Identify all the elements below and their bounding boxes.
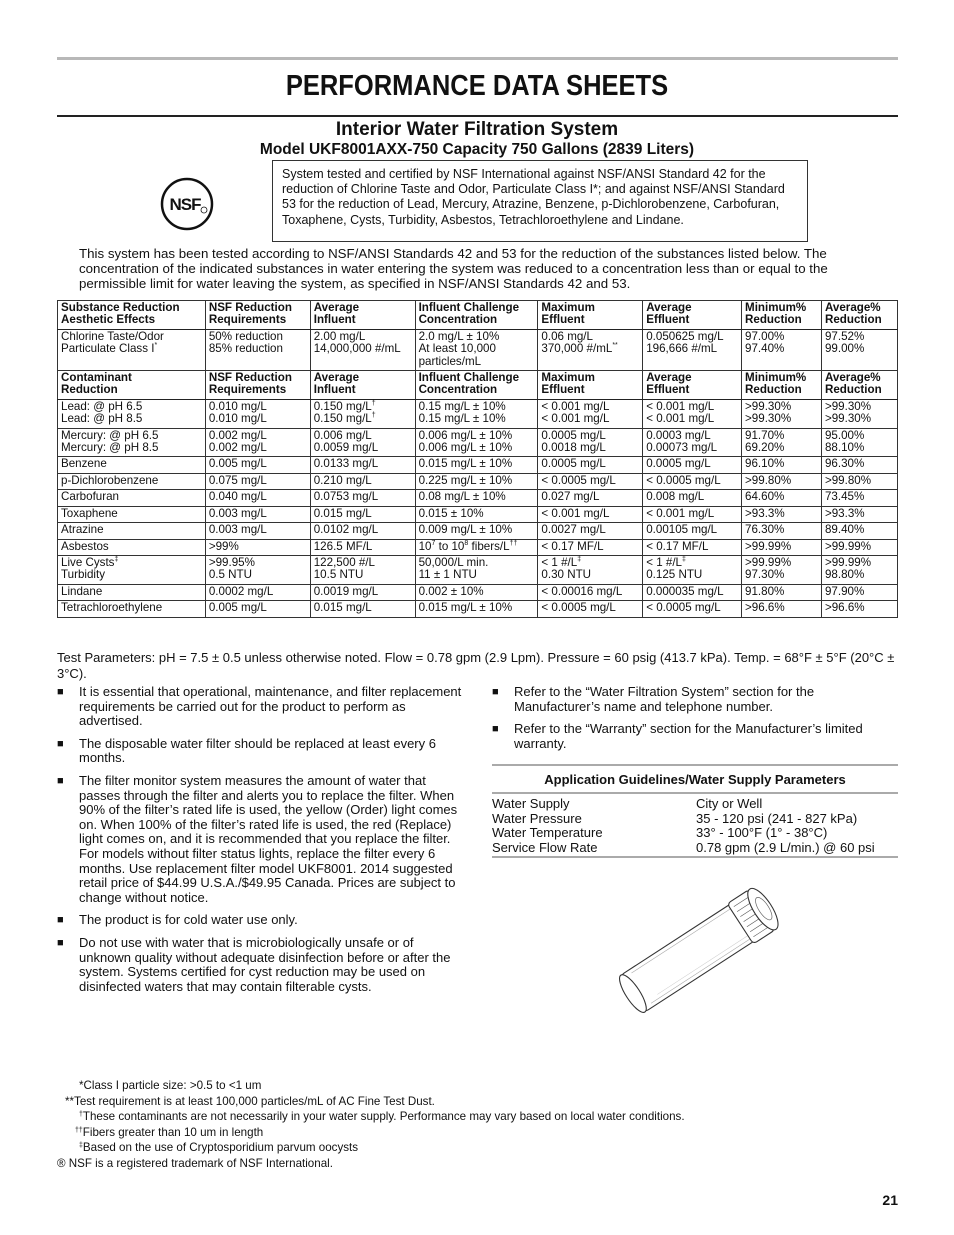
performance-table bbox=[57, 300, 898, 618]
table-cell: 95.00% 88.10% bbox=[821, 428, 897, 457]
table-cell: 0.005 mg/L bbox=[205, 601, 310, 617]
table-cell: 50% reduction 85% reduction bbox=[205, 329, 310, 370]
test-parameters: Test Parameters: pH = 7.5 ± 0.5 unless otherwise noted. Flow = 0.78 gpm (2.9 Lpm). Pressure = 60 psig (413.7 kPa). Temp. = 68°F ± 5°F (20°C ± 3°C). bbox=[57, 650, 895, 681]
table-cell: Toxaphene bbox=[58, 506, 206, 522]
table-header-row bbox=[58, 371, 898, 400]
table-cell: 0.150 mg/L† 0.150 mg/L† bbox=[310, 399, 415, 428]
table-cell: 0.08 mg/L ± 10% bbox=[415, 490, 538, 506]
table-cell: >99.30% >99.30% bbox=[821, 399, 897, 428]
list-item: ■ Refer to the “Warranty” section for the Manufacturer’s limited warranty. bbox=[492, 722, 898, 751]
table-cell: < 0.0005 mg/L bbox=[538, 601, 643, 617]
table-cell: 0.040 mg/L bbox=[205, 490, 310, 506]
table-cell: >99.30% >99.30% bbox=[742, 399, 822, 428]
table-cell: Contaminant Reduction bbox=[58, 371, 206, 400]
table-cell: >96.6% bbox=[742, 601, 822, 617]
table-cell: 0.0005 mg/L bbox=[643, 457, 742, 473]
table-cell: 0.000035 mg/L bbox=[643, 584, 742, 600]
guidelines-bottom-rule bbox=[492, 856, 898, 858]
table-cell: 97.90% bbox=[821, 584, 897, 600]
footnote: *Class I particle size: >0.5 to <1 um bbox=[79, 1079, 262, 1092]
table-cell: Live Cysts‡ Turbidity bbox=[58, 555, 206, 584]
list-item: ■ The disposable water filter should be replaced at least every 6 months. bbox=[57, 737, 463, 766]
table-cell: >99.80% bbox=[742, 473, 822, 489]
table-row bbox=[58, 399, 898, 428]
table-cell: Maximum Effluent bbox=[538, 371, 643, 400]
table-cell: Average% Reduction bbox=[821, 371, 897, 400]
table-cell: Average Effluent bbox=[643, 301, 742, 330]
bullet-list-left bbox=[57, 685, 463, 1002]
guidelines-table bbox=[492, 797, 898, 855]
guidelines-cell: 0.78 gpm (2.9 L/min.) @ 60 psi bbox=[696, 839, 875, 855]
table-cell: Minimum% Reduction bbox=[742, 371, 822, 400]
table-row bbox=[58, 329, 898, 370]
table-cell: Substance Reduction Aesthetic Effects bbox=[58, 301, 206, 330]
table-cell: 0.009 mg/L ± 10% bbox=[415, 523, 538, 539]
table-cell: < 0.17 MF/L bbox=[538, 539, 643, 555]
table-cell: 73.45% bbox=[821, 490, 897, 506]
bullet-list-right bbox=[492, 685, 898, 759]
table-cell: 0.0027 mg/L bbox=[538, 523, 643, 539]
table-cell: 0.008 mg/L bbox=[643, 490, 742, 506]
table-cell: < 0.0005 mg/L bbox=[643, 473, 742, 489]
table-cell: Average Influent bbox=[310, 301, 415, 330]
table-cell: 0.006 mg/L 0.0059 mg/L bbox=[310, 428, 415, 457]
table-cell: 0.006 mg/L ± 10% 0.006 mg/L ± 10% bbox=[415, 428, 538, 457]
table-cell: 0.15 mg/L ± 10% 0.15 mg/L ± 10% bbox=[415, 399, 538, 428]
nsf-logo-text: NSF bbox=[169, 195, 201, 214]
table-cell: NSF Reduction Requirements bbox=[205, 371, 310, 400]
table-cell: 0.00105 mg/L bbox=[643, 523, 742, 539]
table-cell: 0.0753 mg/L bbox=[310, 490, 415, 506]
table-cell: >96.6% bbox=[821, 601, 897, 617]
table-cell: 76.30% bbox=[742, 523, 822, 539]
table-cell: 0.225 mg/L ± 10% bbox=[415, 473, 538, 489]
table-cell: >99.99% 98.80% bbox=[821, 555, 897, 584]
table-cell: < 1 #/L‡ 0.30 NTU bbox=[538, 555, 643, 584]
table-cell: >93.3% bbox=[821, 506, 897, 522]
model-line: Model UKF8001AXX-750 Capacity 750 Gallons (2839 Liters) bbox=[259, 141, 695, 158]
guidelines-cell: City or Well bbox=[696, 796, 763, 811]
list-item: ■ Refer to the “Water Filtration System” section for the Manufacturer’s name and telephone number. bbox=[492, 685, 898, 714]
table-cell: 0.015 mg/L ± 10% bbox=[415, 601, 538, 617]
table-cell: Average% Reduction bbox=[821, 301, 897, 330]
table-row bbox=[58, 584, 898, 600]
table-cell: Carbofuran bbox=[58, 490, 206, 506]
table-cell: < 0.001 mg/L < 0.001 mg/L bbox=[538, 399, 643, 428]
page-number: 21 bbox=[882, 1192, 898, 1208]
table-cell: < 1 #/L‡ 0.125 NTU bbox=[643, 555, 742, 584]
table-cell: Lead: @ pH 6.5 Lead: @ pH 8.5 bbox=[58, 399, 206, 428]
table-row bbox=[58, 523, 898, 539]
guidelines-top-rule bbox=[492, 764, 898, 766]
guidelines-mid-rule bbox=[492, 792, 898, 794]
table-cell: Mercury: @ pH 6.5 Mercury: @ pH 8.5 bbox=[58, 428, 206, 457]
table-row bbox=[58, 601, 898, 617]
table-cell: 97.00% 97.40% bbox=[742, 329, 822, 370]
table-cell: 0.075 mg/L bbox=[205, 473, 310, 489]
table-cell: Minimum% Reduction bbox=[742, 301, 822, 330]
footnote: †These contaminants are not necessarily in your water supply. Performance may vary based on local water conditions. bbox=[79, 1110, 685, 1124]
table-cell: 2.0 mg/L ± 10% At least 10,000 particles/mL bbox=[415, 329, 538, 370]
guidelines-row bbox=[492, 826, 898, 841]
table-cell: Average Effluent bbox=[643, 371, 742, 400]
table-cell: 0.06 mg/L 370,000 #/mL** bbox=[538, 329, 643, 370]
footnote: **Test requirement is at least 100,000 particles/mL of AC Fine Test Dust. bbox=[65, 1094, 435, 1108]
guidelines-row bbox=[492, 841, 898, 856]
table-row bbox=[58, 539, 898, 555]
table-cell: 0.050625 mg/L 196,666 #/mL bbox=[643, 329, 742, 370]
table-cell: < 0.001 mg/L bbox=[538, 506, 643, 522]
system-title: Interior Water Filtration System bbox=[335, 119, 619, 140]
table-row bbox=[58, 457, 898, 473]
table-cell: 0.010 mg/L 0.010 mg/L bbox=[205, 399, 310, 428]
table-cell: 96.30% bbox=[821, 457, 897, 473]
intro-paragraph: This system has been tested according to NSF/ANSI Standards 42 and 53 for the reduction of the substances listed below. The concentration of the indicated substances in water entering the system was reduced to a concentration less than or equal to the permissible limit for water leaving the system, as specified in NSF/ANSI Standards 42 and 53. bbox=[79, 246, 828, 292]
guidelines-cell: Water Supply bbox=[492, 796, 570, 811]
table-cell: Lindane bbox=[58, 584, 206, 600]
table-cell: Tetrachloroethylene bbox=[58, 601, 206, 617]
title-rule bbox=[57, 115, 898, 117]
table-cell: 89.40% bbox=[821, 523, 897, 539]
list-item: ■ Do not use with water that is microbiologically unsafe or of unknown quality without adequate disinfection before or after the system. Systems certified for cyst reduction may be used on disinfected waters that may contain filterable cysts. bbox=[57, 936, 463, 994]
table-cell: 0.003 mg/L bbox=[205, 523, 310, 539]
table-cell: 0.015 mg/L bbox=[310, 601, 415, 617]
footnote: ‡Based on the use of Cryptosporidium parvum oocysts bbox=[79, 1141, 359, 1155]
table-cell: NSF Reduction Requirements bbox=[205, 301, 310, 330]
table-cell: Maximum Effluent bbox=[538, 301, 643, 330]
table-cell: 0.0102 mg/L bbox=[310, 523, 415, 539]
footnote: ® NSF is a registered trademark of NSF International. bbox=[57, 1156, 333, 1170]
table-cell: < 0.0005 mg/L bbox=[538, 473, 643, 489]
guidelines-row bbox=[492, 797, 898, 812]
top-rule bbox=[57, 57, 898, 60]
table-cell: Chlorine Taste/Odor Particulate Class I* bbox=[58, 329, 206, 370]
table-cell: 0.0003 mg/L 0.00073 mg/L bbox=[643, 428, 742, 457]
table-row bbox=[58, 555, 898, 584]
table-cell: 122,500 #/L 10.5 NTU bbox=[310, 555, 415, 584]
table-cell: 0.0002 mg/L bbox=[205, 584, 310, 600]
table-cell: < 0.0005 mg/L bbox=[643, 601, 742, 617]
table-cell: 50,000/L min. 11 ± 1 NTU bbox=[415, 555, 538, 584]
table-row bbox=[58, 506, 898, 522]
table-row bbox=[58, 490, 898, 506]
table-cell: 96.10% bbox=[742, 457, 822, 473]
table-row bbox=[58, 428, 898, 457]
table-cell: 0.015 mg/L ± 10% bbox=[415, 457, 538, 473]
table-cell: >99.99% bbox=[742, 539, 822, 555]
table-cell: 0.027 mg/L bbox=[538, 490, 643, 506]
table-cell: < 0.001 mg/L < 0.001 mg/L bbox=[643, 399, 742, 428]
table-cell: 0.0133 mg/L bbox=[310, 457, 415, 473]
table-cell: >99% bbox=[205, 539, 310, 555]
table-cell: Atrazine bbox=[58, 523, 206, 539]
page-title: PERFORMANCE DATA SHEETS bbox=[285, 70, 669, 102]
table-cell: < 0.00016 mg/L bbox=[538, 584, 643, 600]
table-cell: 91.70% 69.20% bbox=[742, 428, 822, 457]
guidelines-cell: 35 - 120 psi (241 - 827 kPa) bbox=[696, 810, 858, 826]
table-cell: 0.0019 mg/L bbox=[310, 584, 415, 600]
table-cell: 0.003 mg/L bbox=[205, 506, 310, 522]
table-cell: 0.005 mg/L bbox=[205, 457, 310, 473]
table-cell: 97.52% 99.00% bbox=[821, 329, 897, 370]
nsf-logo-icon bbox=[160, 177, 214, 231]
list-item: ■ It is essential that operational, maintenance, and filter replacement requirements be carried out for the product to perform as advertised. bbox=[57, 685, 463, 729]
table-cell: >99.99% bbox=[821, 539, 897, 555]
table-cell: >99.80% bbox=[821, 473, 897, 489]
table-cell: $10^7$ to $10^8$ fibers/L†† bbox=[415, 539, 538, 555]
table-row bbox=[58, 473, 898, 489]
table-cell: 0.002 mg/L 0.002 mg/L bbox=[205, 428, 310, 457]
table-cell: 2.00 mg/L 14,000,000 #/mL bbox=[310, 329, 415, 370]
guidelines-row bbox=[492, 812, 898, 827]
table-cell: 0.015 ± 10% bbox=[415, 506, 538, 522]
table-cell: 126.5 MF/L bbox=[310, 539, 415, 555]
list-item: ■ The filter monitor system measures the amount of water that passes through the filter and alerts you to replace the filter. When 90% of the filter’s rated life is used, the yellow (Order) light comes on. When 100% of the filter’s rated life is used, the red (Replace) light comes on, and it is recommended that you replace the filter. For models without filter status lights, replace the filter every 6 months. Use replacement filter model UKF8001. 2014 suggested retail price of $44.99 U.S.A./$49.95 Canada. Prices are subject to change without notice. bbox=[57, 774, 463, 905]
table-cell: < 0.001 mg/L bbox=[643, 506, 742, 522]
table-cell: >99.95% 0.5 NTU bbox=[205, 555, 310, 584]
table-cell: 91.80% bbox=[742, 584, 822, 600]
guidelines-cell: Water Pressure bbox=[492, 810, 582, 826]
table-cell: Influent Challenge Concentration bbox=[415, 371, 538, 400]
guidelines-cell: Water Temperature bbox=[492, 825, 603, 840]
table-cell: p-Dichlorobenzene bbox=[58, 473, 206, 489]
table-cell: Average Influent bbox=[310, 371, 415, 400]
table-header-row bbox=[58, 301, 898, 330]
table-cell: 0.0005 mg/L bbox=[538, 457, 643, 473]
table-cell: < 0.17 MF/L bbox=[643, 539, 742, 555]
table-cell: 0.0005 mg/L 0.0018 mg/L bbox=[538, 428, 643, 457]
footnotes bbox=[57, 1078, 857, 1172]
table-cell: 64.60% bbox=[742, 490, 822, 506]
table-cell: 0.210 mg/L bbox=[310, 473, 415, 489]
table-cell: 0.002 ± 10% bbox=[415, 584, 538, 600]
table-cell: Influent Challenge Concentration bbox=[415, 301, 538, 330]
certification-box: System tested and certified by NSF International against NSF/ANSI Standard 42 for the reduction of Chlorine Taste and Odor, Particulate Class I*; and against NSF/ANSI Standard 53 for the reduction of Lead, Mercury, Atrazine, Benzene, p-Dichlorobenzene, Carbofuran, Toxaphene, Cysts, Turbidity, Asbestos, Tetrachloroethylene and Lindane. bbox=[272, 160, 808, 242]
guidelines-cell: Service Flow Rate bbox=[492, 839, 598, 855]
table-cell: Asbestos bbox=[58, 539, 206, 555]
table-cell: 0.015 mg/L bbox=[310, 506, 415, 522]
footnote: ††Fibers greater than 10 um in length bbox=[75, 1125, 264, 1139]
list-item: ■ The product is for cold water use only. bbox=[57, 913, 463, 928]
guidelines-cell: 33° - 100°F (1° - 38°C) bbox=[696, 825, 828, 840]
table-cell: >93.3% bbox=[742, 506, 822, 522]
table-cell: >99.99% 97.30% bbox=[742, 555, 822, 584]
table-cell: Benzene bbox=[58, 457, 206, 473]
water-filter-illustration bbox=[600, 870, 800, 1030]
guidelines-title: Application Guidelines/Water Supply Parameters bbox=[544, 772, 846, 787]
